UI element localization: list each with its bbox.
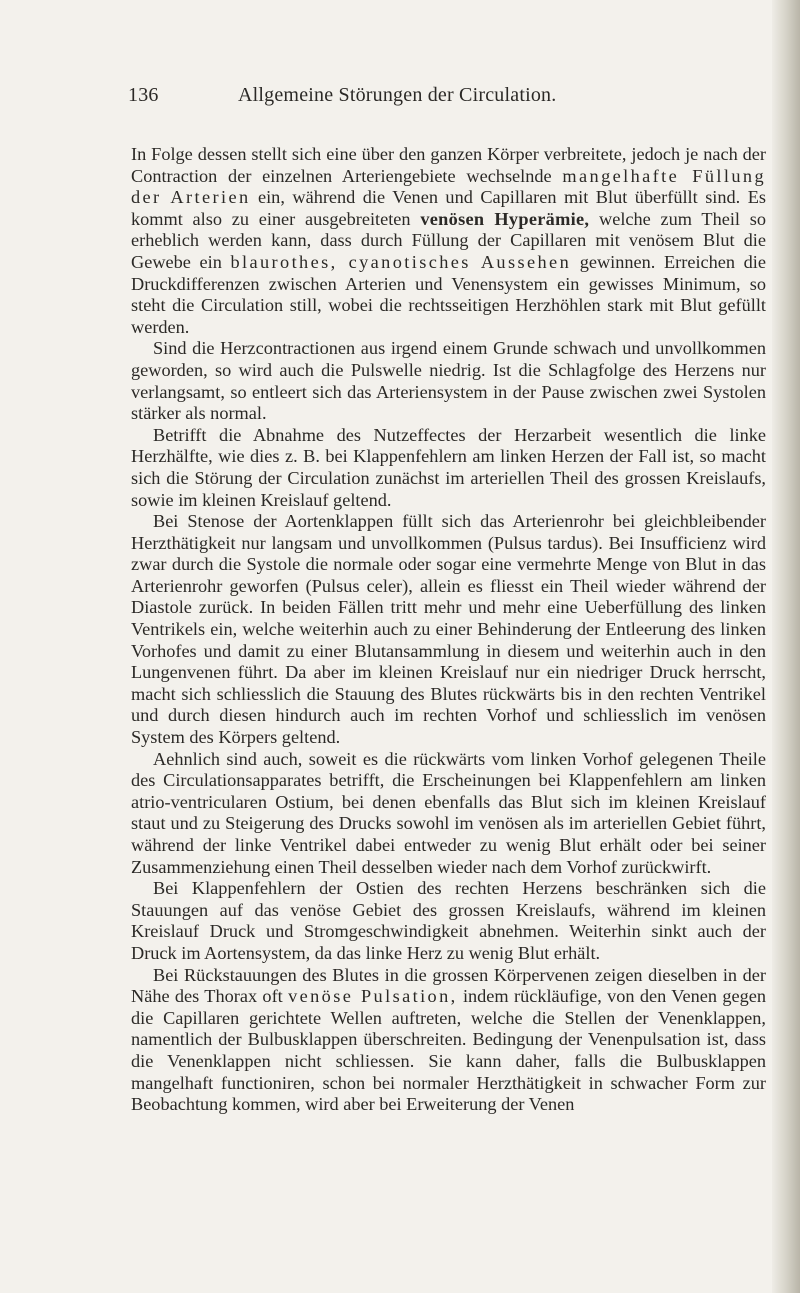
page-number: 136 xyxy=(128,84,159,106)
paragraph-3: Betrifft die Abnahme des Nutzeffectes der Herzarbeit wesentlich die linke Herzhälfte, wie dies z. B. bei Klappenfehlern am linken Herzen der Fall ist, so macht sich die Störung der Circulation zunächst im arteriellen Theil des grossen Kreislaufs, sowie im kleinen Kreislauf geltend. xyxy=(131,424,766,510)
body-text xyxy=(131,144,766,1116)
page-edge-shadow xyxy=(772,0,800,1293)
page-header xyxy=(128,84,718,114)
paragraph-1: In Folge dessen stellt sich eine über den ganzen Körper verbreitete, jedoch je nach der Contraction der einzelnen Arteriengebiete wechselnde mangelhafte Füllung der Arterien ein, während die Venen und Capillaren mit Blut überfüllt sind. Es kommt also zu einer ausgebreiteten venösen Hyperämie, welche zum Theil so erheblich werden kann, dass durch Füllung der Capillaren mit venösem Blut die Gewebe ein blaurothes, cyanotisches Aussehen gewinnen. Erreichen die Druckdifferenzen zwischen Arterien und Venensystem ein gewisses Minimum, so steht die Circulation still, wobei die rechtsseitigen Herzhöhlen stark mit Blut gefüllt werden. xyxy=(131,144,766,337)
paragraph-4: Bei Stenose der Aortenklappen füllt sich das Arterienrohr bei gleichbleibender Herzthätigkeit nur langsam und unvollkommen (Pulsus tardus). Bei Insufficienz wird zwar durch die Systole die normale oder sogar eine vermehrte Menge von Blut in das Arterienrohr geworfen (Pulsus celer), allein es fliesst ein Theil wieder während der Diastole zurück. In beiden Fällen tritt mehr und mehr eine Ueberfüllung des linken Ventrikels ein, welche weiterhin auch zu einer Behinderung der Entleerung des linken Vorhofes und damit zu einer Blutansammlung in diesem und weiterhin auch in den Lungenvenen führt. Da aber im kleinen Kreislauf nur ein niedriger Druck herrscht, macht sich schliesslich die Stauung des Blutes rückwärts bis in den rechten Ventrikel und durch diesen hindurch auch im rechten Vorhof und schliesslich im venösen System des Körpers geltend. xyxy=(131,511,766,748)
running-head: Allgemeine Störungen der Circulation. xyxy=(238,84,557,106)
paragraph-7: Bei Rückstauungen des Blutes in die grossen Körpervenen zeigen dieselben in der Nähe des Thorax oft venöse Pulsation, indem rückläufige, von den Venen gegen die Capillaren gerichtete Wellen auftreten, welche die Stellen der Venenklappen, namentlich der Bulbusklappen überschreiten. Bedingung der Venenpulsation ist, dass die Venenklappen nicht schliessen. Sie kann daher, falls die Bulbusklappen mangelhaft functioniren, schon bei normaler Herzthätigkeit in schwacher Form zur Beobachtung kommen, wird aber bei Erweiterung der Venen xyxy=(131,964,766,1115)
emphasis-bold: venösen Hyperämie, xyxy=(420,208,590,229)
emphasis-spaced: blaurothes, cyanotisches Aussehen xyxy=(230,251,572,272)
emphasis-spaced: venöse Pulsation, xyxy=(288,986,458,1007)
paragraph-6: Bei Klappenfehlern der Ostien des rechten Herzens beschränken sich die Stauungen auf das venöse Gebiet des grossen Kreislaufs, während im kleinen Kreislauf Druck und Stromgeschwindigkeit abnehmen. Weiterhin sinkt auch der Druck im Aortensystem, da das linke Herz zu wenig Blut erhält. xyxy=(131,878,766,963)
emphasis-spaced: mangelhafte Füllung der Arterien xyxy=(131,165,766,208)
paragraph-5: Aehnlich sind auch, soweit es die rückwärts vom linken Vorhof gelegenen Theile des Circulationsapparates betrifft, die Erscheinungen bei Klappenfehlern am linken atrio-ventricularen Ostium, bei denen ebenfalls das Blut sich im kleinen Kreislauf staut und zu Steigerung des Drucks sowohl im venösen als im arteriellen Gebiet führt, während der linke Ventrikel dabei entweder zu wenig Blut erhält oder bei seiner Zusammenziehung einen Theil desselben wieder nach dem Vorhof zurückwirft. xyxy=(131,748,766,877)
paragraph-2: Sind die Herzcontractionen aus irgend einem Grunde schwach und unvollkommen geworden, so wird auch die Pulswelle niedrig. Ist die Schlagfolge des Herzens nur verlangsamt, so entleert sich das Arteriensystem in der Pause zwischen zwei Systolen stärker als normal. xyxy=(131,338,766,424)
